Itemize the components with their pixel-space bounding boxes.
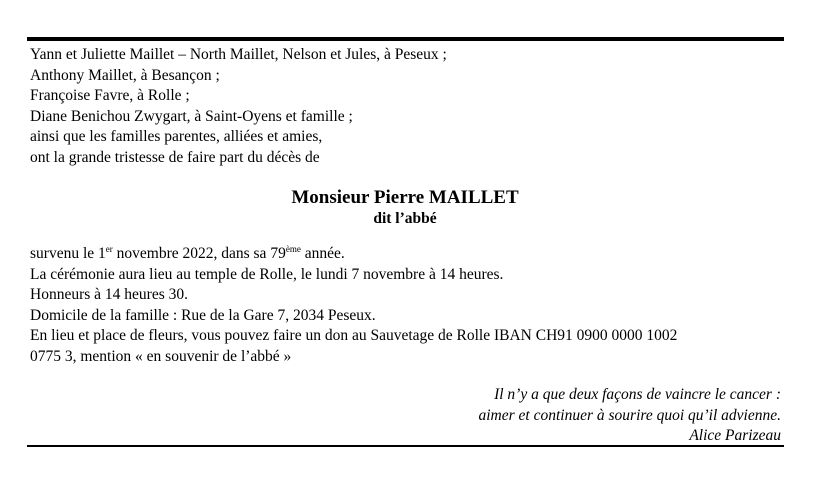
death-day-sup: er [105,244,113,254]
quote-author: Alice Parizeau [689,427,781,444]
death-date-line [30,244,780,265]
details-block [30,244,780,367]
deceased-alias: dit l’abbé [373,210,437,227]
death-suffix: année. [300,245,345,262]
quote-block [479,385,782,447]
donation-line: En lieu et place de fleurs, vous pouvez faire un don au Sauvetage de Rolle IBAN CH91 0900 0000 1002 [30,327,678,344]
quote-line: aimer et continuer à sourire quoi qu’il advienne. [478,406,781,424]
death-prefix: survenu le 1 [30,245,106,262]
death-middle: novembre 2022, dans sa 79 [112,245,286,262]
deceased-name: Monsieur Pierre MAILLET [291,187,519,208]
quote-line: Il n’y a que deux façons de vaincre le cancer : [494,386,781,403]
family-address-line: Domicile de la famille : Rue de la Gare 7, 2034 Peseux. [30,306,376,324]
obituary-notice [30,45,780,367]
bottom-rule [27,445,784,447]
family-line: ont la grande tristesse de faire part du décès de [30,148,320,166]
family-line: Yann et Juliette Maillet – North Maillet, Nelson et Jules, à Peseux ; [30,46,447,63]
family-line: Diane Benichou Zwygart, à Saint-Oyens et famille ; [30,107,353,125]
top-rule [27,37,784,41]
death-age-sup: ème [285,244,301,254]
deceased-block [30,187,780,229]
honours-line: Honneurs à 14 heures 30. [30,286,188,303]
donation-line-continued: 0775 3, mention « en souvenir de l’abbé » [30,347,292,365]
family-line: Anthony Maillet, à Besançon ; [30,66,220,84]
family-list [30,45,780,168]
ceremony-line: La cérémonie aura lieu au temple de Rolle, le lundi 7 novembre à 14 heures. [30,265,504,283]
family-line: Françoise Favre, à Rolle ; [30,87,190,104]
family-line: ainsi que les familles parentes, alliées et amies, [30,128,323,145]
